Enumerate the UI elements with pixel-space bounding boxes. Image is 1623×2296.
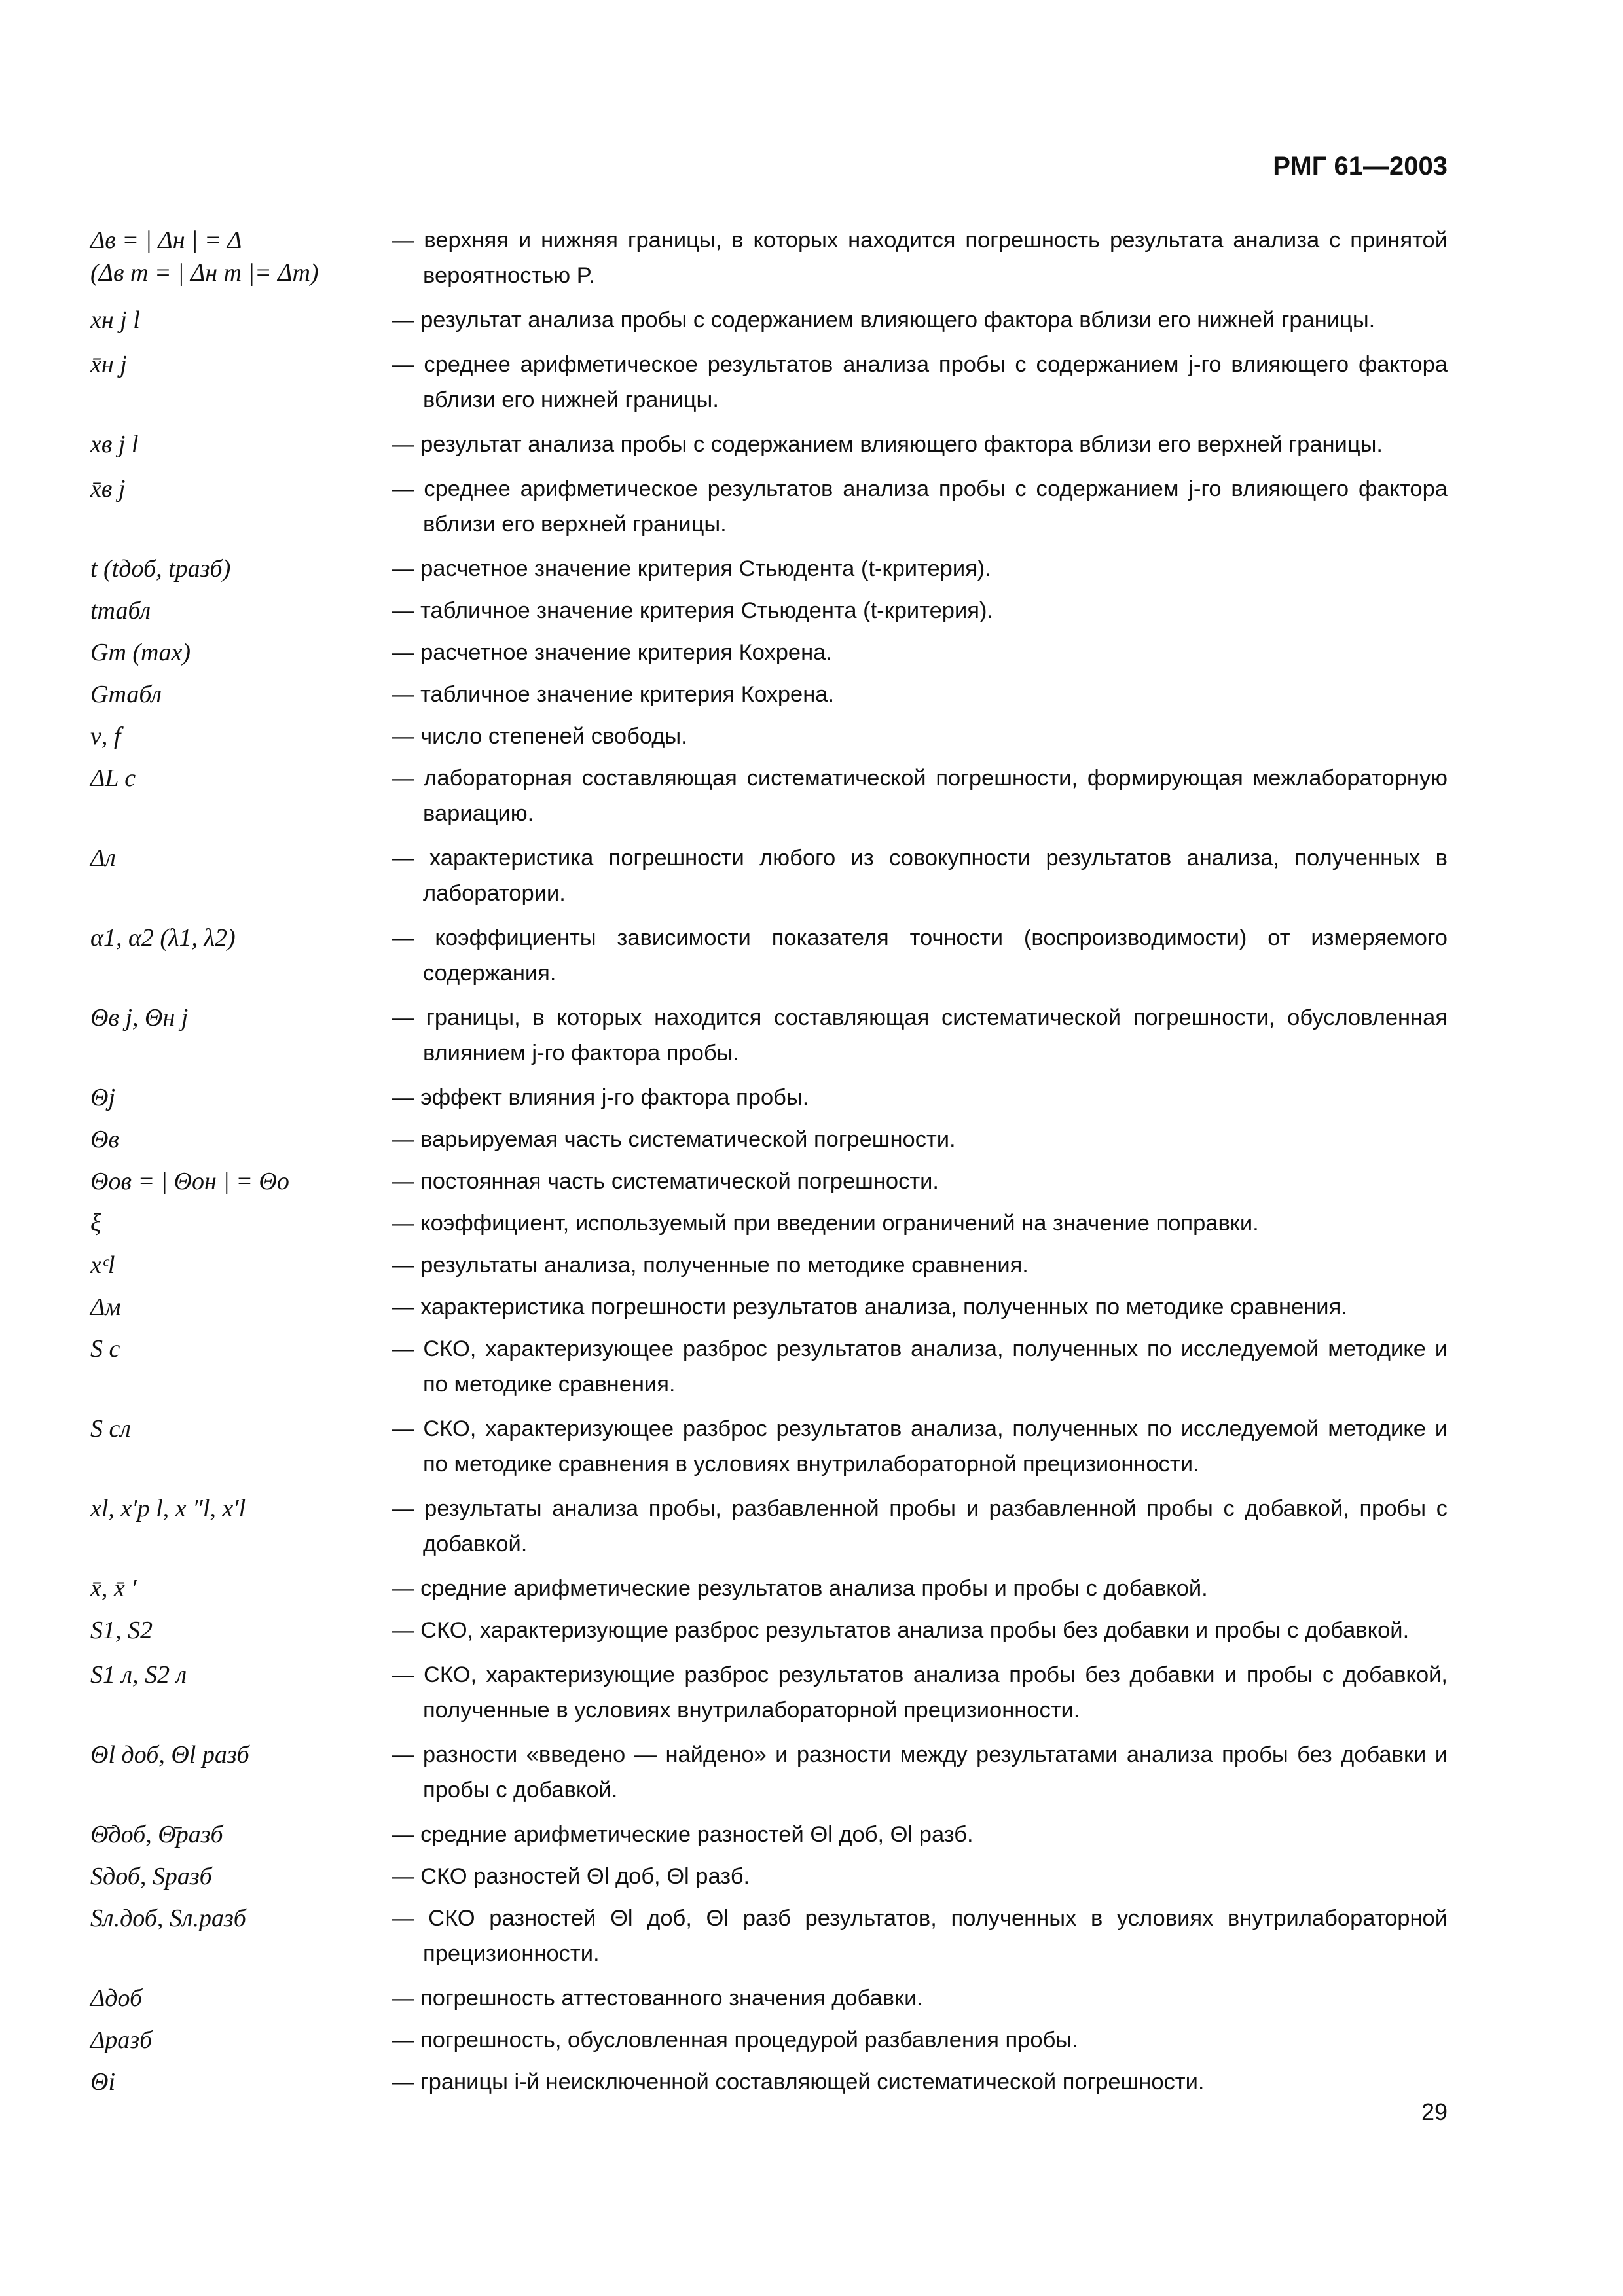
- glossary-symbol: t (tдоб, tразб): [90, 555, 231, 583]
- glossary-row: [90, 1206, 1448, 1241]
- glossary-row: [90, 1981, 1448, 2016]
- glossary-definition: — эффект влияния j-го фактора пробы.: [392, 1085, 809, 1110]
- glossary-definition: — коэффициенты зависимости показателя точности (воспроизводимости) от измеряемого содержания.: [392, 925, 1448, 986]
- glossary-definition: — постоянная часть систематической погрешности.: [392, 1169, 939, 1194]
- glossary-symbol: Θi: [90, 2068, 115, 2096]
- glossary-row: [90, 2064, 1448, 2100]
- glossary-definition: — коэффициент, используемый при введении ограничений на значение поправки.: [392, 1211, 1259, 1236]
- glossary-row: [90, 719, 1448, 754]
- glossary-definition: — СКО разностей Θl доб, Θl разб результатов, полученных в условиях внутрилабораторной прецизионности.: [392, 1906, 1448, 1966]
- glossary-definition: — лабораторная составляющая систематической погрешности, формирующая межлабораторную вариацию.: [392, 766, 1448, 826]
- glossary-symbol: xl, x′р l, x ″l, x′l: [90, 1495, 246, 1522]
- glossary-row: [90, 1613, 1448, 1648]
- glossary-symbol: S1, S2: [90, 1617, 153, 1644]
- glossary-definition: — табличное значение критерия Кохрена.: [392, 682, 835, 707]
- glossary-symbol: ΔL c: [90, 764, 136, 792]
- glossary-row: [90, 1289, 1448, 1325]
- glossary-symbol: xᶜl: [90, 1251, 115, 1279]
- glossary-row: [90, 347, 1448, 418]
- glossary-row: [90, 302, 1448, 338]
- glossary-definition: — варьируемая часть систематической погрешности.: [392, 1127, 956, 1152]
- glossary-definition: — характеристика погрешности результатов анализа, полученных по методике сравнения.: [392, 1295, 1347, 1319]
- glossary-definition: — СКО, характеризующее разброс результатов анализа, полученных по исследуемой методике и по методике сравнения в условиях внутрилабораторной прецизионности.: [392, 1416, 1448, 1477]
- glossary-symbol: xн j l: [90, 306, 140, 334]
- glossary-definition: — средние арифметические разностей Θl доб, Θl разб.: [392, 1822, 974, 1847]
- glossary-definition: — разности «введено — найдено» и разности между результатами анализа пробы без добавки и пробы с добавкой.: [392, 1742, 1448, 1803]
- glossary-definition: — среднее арифметическое результатов анализа пробы с содержанием j-го влияющего фактора вблизи его верхней границы.: [392, 476, 1448, 537]
- glossary-row: [90, 761, 1448, 831]
- glossary-symbol: ν, f: [90, 723, 121, 750]
- glossary-row: [90, 551, 1448, 586]
- glossary-symbol: Θов = | Θон | = Θо: [90, 1168, 289, 1195]
- glossary-definition: — результат анализа пробы с содержанием влияющего фактора вблизи его нижней границы.: [392, 308, 1376, 332]
- page-number: 29: [1421, 2098, 1448, 2125]
- glossary-row: [90, 635, 1448, 670]
- glossary-row: [90, 1411, 1448, 1482]
- symbol-glossary: [90, 223, 1448, 2106]
- glossary-definition: — результаты анализа, полученные по методике сравнения.: [392, 1253, 1029, 1278]
- glossary-symbol: Δм: [90, 1293, 121, 1321]
- glossary-row: [90, 223, 1448, 293]
- glossary-row: [90, 1571, 1448, 1606]
- glossary-symbol: Δл: [90, 844, 116, 872]
- glossary-definition: — средние арифметические результатов анализа пробы и пробы с добавкой.: [392, 1576, 1208, 1601]
- glossary-row: [90, 1901, 1448, 1971]
- glossary-row: [90, 677, 1448, 712]
- glossary-definition: — результаты анализа пробы, разбавленной пробы и разбавленной пробы с добавкой, пробы с добавкой.: [392, 1496, 1448, 1556]
- glossary-row: [90, 593, 1448, 628]
- glossary-symbol: Θв: [90, 1126, 119, 1153]
- glossary-row: [90, 471, 1448, 542]
- glossary-definition: — характеристика погрешности любого из совокупности результатов анализа, полученных в лаборатории.: [392, 846, 1448, 906]
- glossary-symbol: Gm (max): [90, 639, 191, 666]
- glossary-row: [90, 840, 1448, 911]
- glossary-definition: — погрешность аттестованного значения добавки.: [392, 1986, 923, 2011]
- glossary-definition: — СКО, характеризующие разброс результатов анализа пробы без добавки и пробы с добавкой.: [392, 1618, 1410, 1643]
- glossary-definition: — результат анализа пробы с содержанием влияющего фактора вблизи его верхней границы.: [392, 432, 1383, 457]
- glossary-symbol: Δв = | Δн | = Δ (Δв m = | Δн m |= Δm): [90, 226, 319, 287]
- glossary-definition: — СКО разностей Θl доб, Θl разб.: [392, 1864, 750, 1889]
- glossary-definition: — расчетное значение критерия Стьюдента (t-критерия).: [392, 556, 991, 581]
- glossary-definition: — СКО, характеризующее разброс результатов анализа, полученных по исследуемой методике и по методике сравнения.: [392, 1336, 1448, 1397]
- glossary-row: [90, 1657, 1448, 1728]
- glossary-row: [90, 1122, 1448, 1157]
- glossary-definition: — среднее арифметическое результатов анализа пробы с содержанием j-го влияющего фактора вблизи его нижней границы.: [392, 352, 1448, 412]
- glossary-symbol: α1, α2 (λ1, λ2): [90, 924, 236, 952]
- glossary-symbol: ξ: [90, 1210, 101, 1237]
- glossary-row: [90, 1817, 1448, 1852]
- glossary-definition: — расчетное значение критерия Кохрена.: [392, 640, 832, 665]
- glossary-symbol: Sдоб, Sразб: [90, 1863, 212, 1890]
- glossary-definition: — табличное значение критерия Стьюдента (t-критерия).: [392, 598, 994, 623]
- glossary-symbol: Θl доб, Θl разб: [90, 1741, 249, 1768]
- glossary-symbol: xв j l: [90, 431, 139, 458]
- page-header-code: РМГ 61—2003: [1273, 152, 1448, 181]
- glossary-symbol: Θj: [90, 1084, 115, 1111]
- glossary-definition: — границы, в которых находится составляющая систематической погрешности, обусловленная влиянием j-го фактора пробы.: [392, 1005, 1448, 1066]
- glossary-row: [90, 2022, 1448, 2058]
- glossary-symbol: x̄в j: [90, 475, 126, 503]
- glossary-symbol: Gтабл: [90, 681, 162, 708]
- glossary-row: [90, 427, 1448, 462]
- glossary-symbol: Δдоб: [90, 1984, 143, 2012]
- glossary-symbol: S c: [90, 1335, 120, 1363]
- glossary-symbol: x̄н j: [90, 351, 127, 378]
- glossary-symbol: Sл.доб, Sл.разб: [90, 1905, 246, 1932]
- glossary-row: [90, 1491, 1448, 1562]
- glossary-row: [90, 1331, 1448, 1402]
- glossary-row: [90, 1164, 1448, 1199]
- glossary-row: [90, 1737, 1448, 1808]
- glossary-definition: — СКО, характеризующие разброс результатов анализа пробы без добавки и пробы с добавкой, полученные в условиях внутрилабораторной прецизионности.: [392, 1662, 1448, 1723]
- glossary-definition: — границы i-й неисключенной составляющей систематической погрешности.: [392, 2070, 1205, 2094]
- glossary-definition: — верхняя и нижняя границы, в которых находится погрешность результата анализа с принятой вероятностью P.: [392, 228, 1448, 288]
- glossary-symbol: tтабл: [90, 597, 151, 624]
- glossary-row: [90, 920, 1448, 991]
- glossary-symbol: S1 л, S2 л: [90, 1661, 187, 1689]
- glossary-row: [90, 1247, 1448, 1283]
- glossary-symbol: Θв j, Θн j: [90, 1004, 189, 1031]
- glossary-row: [90, 1080, 1448, 1115]
- glossary-symbol: S cл: [90, 1415, 131, 1443]
- glossary-symbol: Δразб: [90, 2026, 153, 2054]
- glossary-definition: — погрешность, обусловленная процедурой разбавления пробы.: [392, 2028, 1078, 2053]
- glossary-symbol: x̄, x̄ ′: [90, 1575, 137, 1602]
- glossary-row: [90, 1000, 1448, 1071]
- glossary-row: [90, 1859, 1448, 1894]
- glossary-symbol: Θ̄доб, Θ̄разб: [90, 1821, 223, 1848]
- glossary-definition: — число степеней свободы.: [392, 724, 687, 749]
